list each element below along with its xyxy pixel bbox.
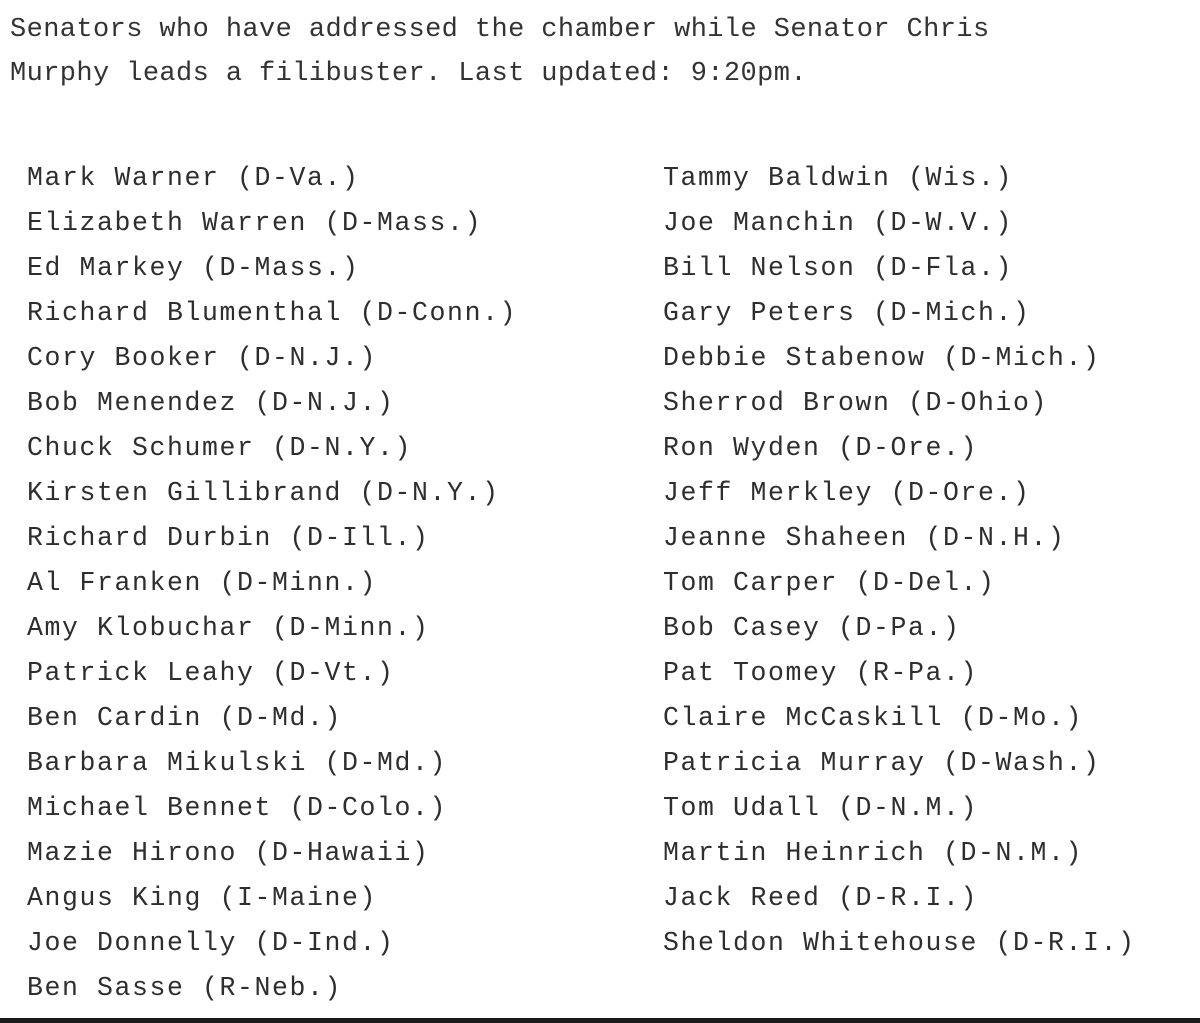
senator-list-item: Jack Reed (D-R.I.)	[663, 883, 979, 913]
senator-list-item: Al Franken (D-Minn.)	[27, 568, 378, 598]
senator-list-item: Joe Manchin (D-W.V.)	[663, 208, 1014, 238]
senator-list-item: Patricia Murray (D-Wash.)	[663, 748, 1101, 778]
senator-list-item: Chuck Schumer (D-N.Y.)	[27, 433, 413, 463]
senator-list-item: Sheldon Whitehouse (D-R.I.)	[663, 928, 1136, 958]
senator-list-item: Martin Heinrich (D-N.M.)	[663, 838, 1084, 868]
senator-list-item: Pat Toomey (R-Pa.)	[663, 658, 979, 688]
senator-list-left-column	[27, 156, 517, 1011]
senator-list-item: Jeanne Shaheen (D-N.H.)	[663, 523, 1066, 553]
senator-list-item: Richard Durbin (D-Ill.)	[27, 523, 430, 553]
senator-list-item: Kirsten Gillibrand (D-N.Y.)	[27, 478, 500, 508]
senator-list-item: Gary Peters (D-Mich.)	[663, 298, 1031, 328]
senator-list-item: Bob Casey (D-Pa.)	[663, 613, 961, 643]
senator-list-item: Tammy Baldwin (Wis.)	[663, 163, 1014, 193]
senator-list-item: Ben Cardin (D-Md.)	[27, 703, 343, 733]
senator-list-item: Amy Klobuchar (D-Minn.)	[27, 613, 430, 643]
senator-list-item: Ben Sasse (R-Neb.)	[27, 973, 343, 1003]
senator-list-item: Mazie Hirono (D-Hawaii)	[27, 838, 430, 868]
bottom-border-rule	[0, 1018, 1200, 1023]
senator-list-item: Joe Donnelly (D-Ind.)	[27, 928, 395, 958]
senator-list-item: Barbara Mikulski (D-Md.)	[27, 748, 448, 778]
senator-list-item: Bob Menendez (D-N.J.)	[27, 388, 395, 418]
senator-list-item: Cory Booker (D-N.J.)	[27, 343, 378, 373]
senator-list-item: Patrick Leahy (D-Vt.)	[27, 658, 395, 688]
senator-list-item: Angus King (I-Maine)	[27, 883, 378, 913]
senator-list-item: Jeff Merkley (D-Ore.)	[663, 478, 1031, 508]
senator-list-item: Sherrod Brown (D-Ohio)	[663, 388, 1049, 418]
senator-list-item: Mark Warner (D-Va.)	[27, 163, 360, 193]
senator-list-item: Bill Nelson (D-Fla.)	[663, 253, 1014, 283]
intro-line-1: Senators who have addressed the chamber while Senator Chris	[10, 15, 990, 45]
senator-list-item: Tom Udall (D-N.M.)	[663, 793, 979, 823]
senator-list-item: Claire McCaskill (D-Mo.)	[663, 703, 1084, 733]
senator-list-item: Debbie Stabenow (D-Mich.)	[663, 343, 1101, 373]
senator-list-item: Ron Wyden (D-Ore.)	[663, 433, 979, 463]
intro-line-2: Murphy leads a filibuster. Last updated: 9:20pm.	[10, 59, 807, 89]
senator-list-item: Elizabeth Warren (D-Mass.)	[27, 208, 483, 238]
senator-list-right-column	[663, 156, 1136, 966]
senator-list-item: Tom Carper (D-Del.)	[663, 568, 996, 598]
senator-list-item: Ed Markey (D-Mass.)	[27, 253, 360, 283]
senator-list-item: Michael Bennet (D-Colo.)	[27, 793, 448, 823]
intro-text	[10, 8, 1190, 96]
senator-list-item: Richard Blumenthal (D-Conn.)	[27, 298, 518, 328]
